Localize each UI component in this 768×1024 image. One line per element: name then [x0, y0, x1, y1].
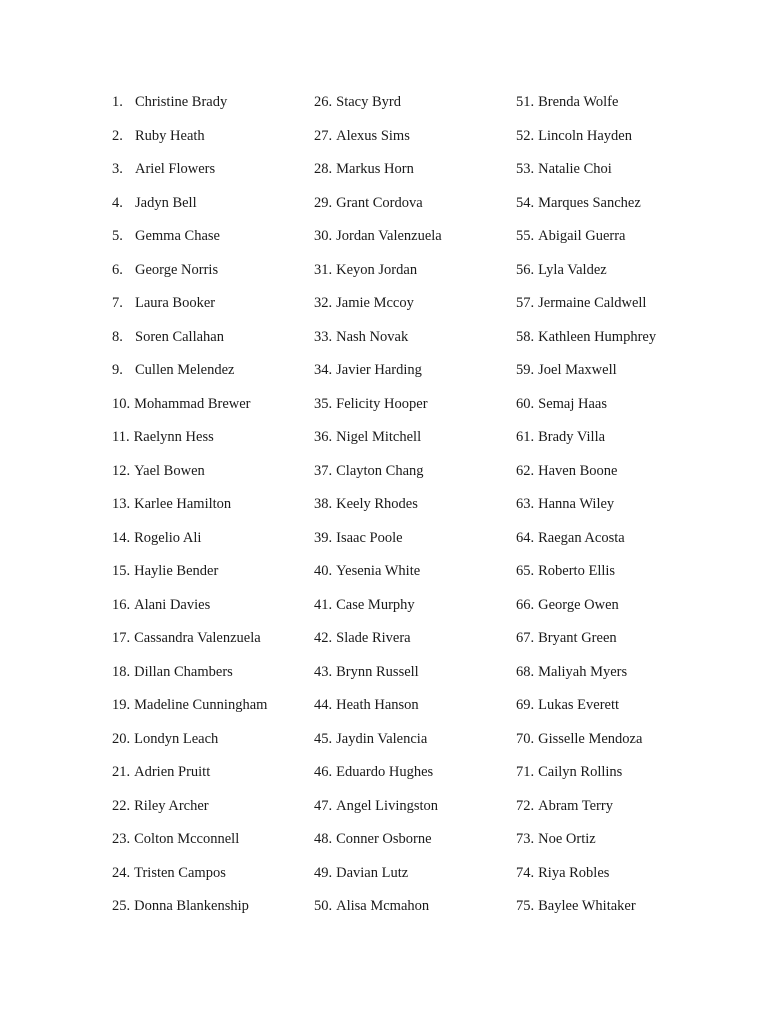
list-item-name: Semaj Haas [538, 395, 607, 412]
list-item-name: Stacy Byrd [336, 94, 401, 110]
list-item-number: 32. [314, 295, 333, 311]
list-item [516, 527, 716, 561]
list-item-name: Alani Davies [134, 596, 211, 613]
list-item-name: Adrien Pruitt [134, 764, 211, 780]
list-item [112, 694, 302, 728]
list-item [516, 292, 716, 326]
list-item [516, 192, 716, 226]
list-item-name: Ruby Heath [135, 127, 205, 144]
list-item [314, 225, 504, 259]
list-item-name: George Norris [135, 261, 219, 278]
list-item-name: Clayton Chang [336, 462, 424, 479]
list-item-name: Riya Robles [538, 864, 610, 881]
list-item-name: Tristen Campos [134, 864, 226, 881]
list-item [112, 493, 302, 527]
list-item-number: 66. [516, 596, 535, 613]
list-item-name: Heath Hanson [336, 697, 419, 713]
list-item-number: 46. [314, 764, 333, 780]
list-item [516, 627, 716, 661]
list-item-name: Maliyah Myers [538, 663, 628, 680]
list-item [516, 125, 716, 159]
list-item [516, 560, 716, 594]
list-item-number: 61. [516, 429, 535, 445]
list-item [314, 795, 504, 829]
list-item-name: Brynn Russell [336, 663, 419, 680]
list-item-number: 16. [112, 596, 131, 613]
list-item-name: Londyn Leach [134, 730, 219, 747]
list-item-number: 7. [112, 295, 123, 311]
list-item [112, 225, 302, 259]
list-item-number: 26. [314, 94, 333, 110]
list-item-name: Mohammad Brewer [134, 395, 251, 412]
list-item-number: 73. [516, 831, 535, 847]
list-item [314, 426, 504, 460]
list-item-name: Jadyn Bell [135, 194, 197, 211]
list-item-name: Brenda Wolfe [538, 94, 619, 110]
list-item [516, 694, 716, 728]
list-item-name: Gemma Chase [135, 228, 220, 244]
list-item [314, 661, 504, 695]
list-item-name: Natalie Choi [538, 161, 612, 177]
list-item-name: Riley Archer [134, 797, 209, 814]
list-item [516, 493, 716, 527]
list-item-name: Jordan Valenzuela [336, 228, 442, 244]
list-item-name: Soren Callahan [135, 328, 224, 345]
list-item-name: Yael Bowen [134, 462, 205, 479]
list-item-name: Abram Terry [538, 797, 613, 814]
list-item-name: Kathleen Humphrey [538, 328, 657, 345]
name-list-column-1 [112, 91, 302, 929]
list-item-number: 41. [314, 596, 333, 613]
list-item-number: 8. [112, 328, 123, 345]
list-item [314, 594, 504, 628]
list-item [516, 359, 716, 393]
list-item-number: 60. [516, 395, 535, 412]
list-item-number: 70. [516, 730, 535, 747]
list-item [112, 862, 302, 896]
list-item [314, 828, 504, 862]
list-item-number: 33. [314, 328, 333, 345]
list-item-number: 38. [314, 496, 333, 512]
list-item [314, 527, 504, 561]
list-item [516, 661, 716, 695]
list-item [516, 594, 716, 628]
list-item [516, 91, 716, 125]
list-item-name: Jermaine Caldwell [538, 295, 647, 311]
list-item-name: Joel Maxwell [538, 362, 617, 378]
list-item-number: 15. [112, 563, 131, 579]
list-item [112, 795, 302, 829]
list-item [516, 761, 716, 795]
list-item-number: 23. [112, 831, 131, 847]
list-item-number: 55. [516, 228, 535, 244]
list-item-number: 11. [112, 429, 130, 445]
list-item-number: 45. [314, 730, 333, 747]
list-item [314, 694, 504, 728]
list-item-number: 67. [516, 630, 535, 646]
list-item-number: 64. [516, 529, 535, 546]
list-item [112, 91, 302, 125]
list-item-number: 42. [314, 630, 333, 646]
list-item-number: 53. [516, 161, 535, 177]
list-item-number: 3. [112, 161, 123, 177]
list-item [112, 393, 302, 427]
list-item-name: Haylie Bender [134, 563, 219, 579]
list-item [112, 326, 302, 360]
name-list-column-2 [314, 91, 504, 929]
list-item-number: 22. [112, 797, 131, 814]
list-item-name: Roberto Ellis [538, 563, 616, 579]
list-item-name: Ariel Flowers [135, 161, 216, 177]
list-item-number: 14. [112, 529, 131, 546]
list-item-number: 56. [516, 261, 535, 278]
list-item-name: Angel Livingston [336, 797, 439, 814]
list-item [516, 828, 716, 862]
list-item-number: 75. [516, 898, 535, 914]
list-item-number: 68. [516, 663, 535, 680]
list-item-name: Christine Brady [135, 94, 228, 110]
list-item [112, 661, 302, 695]
list-item-name: Markus Horn [336, 161, 414, 177]
list-item [112, 125, 302, 159]
list-item-name: Madeline Cunningham [134, 697, 268, 713]
list-item [112, 292, 302, 326]
list-item [314, 359, 504, 393]
list-item-number: 29. [314, 194, 333, 211]
list-item-name: Eduardo Hughes [336, 764, 434, 780]
list-item [516, 795, 716, 829]
list-item [516, 326, 716, 360]
list-item [112, 460, 302, 494]
list-item-number: 12. [112, 462, 131, 479]
list-item-number: 63. [516, 496, 535, 512]
list-item-number: 28. [314, 161, 333, 177]
list-item [314, 895, 504, 929]
list-item-name: Donna Blankenship [134, 898, 249, 914]
list-item-number: 37. [314, 462, 333, 479]
list-item-name: Case Murphy [336, 596, 415, 613]
list-item-number: 49. [314, 864, 333, 881]
list-item-name: Slade Rivera [336, 630, 411, 646]
list-item-name: Cullen Melendez [135, 362, 235, 378]
list-item-number: 62. [516, 462, 535, 479]
list-item-number: 35. [314, 395, 333, 412]
list-item-number: 18. [112, 663, 131, 680]
list-item-name: Felicity Hooper [336, 395, 428, 412]
list-item-name: Laura Booker [135, 295, 216, 311]
list-item [314, 259, 504, 293]
list-item [112, 426, 302, 460]
list-item-name: Colton Mcconnell [134, 831, 240, 847]
list-item-number: 1. [112, 94, 123, 110]
list-item-number: 74. [516, 864, 535, 881]
list-item-name: Lukas Everett [538, 697, 620, 713]
list-item-number: 13. [112, 496, 131, 512]
list-item-number: 51. [516, 94, 535, 110]
list-item-name: Nigel Mitchell [336, 429, 422, 445]
list-item-name: George Owen [538, 596, 619, 613]
list-item-number: 48. [314, 831, 333, 847]
list-item-name: Hanna Wiley [538, 496, 615, 512]
list-item [112, 158, 302, 192]
list-item [516, 393, 716, 427]
list-item-number: 27. [314, 127, 333, 144]
list-item-name: Alisa Mcmahon [336, 898, 430, 914]
list-item-number: 43. [314, 663, 333, 680]
list-item-name: Haven Boone [538, 462, 618, 479]
list-item-number: 34. [314, 362, 333, 378]
list-item [112, 828, 302, 862]
list-item-number: 50. [314, 898, 333, 914]
list-item [112, 527, 302, 561]
list-item-name: Karlee Hamilton [134, 496, 232, 512]
list-item [112, 560, 302, 594]
list-item [314, 627, 504, 661]
list-item [112, 895, 302, 929]
list-item-name: Nash Novak [336, 328, 409, 345]
list-item-name: Dillan Chambers [134, 663, 233, 680]
list-item [112, 359, 302, 393]
list-item [314, 326, 504, 360]
list-item-number: 71. [516, 764, 535, 780]
list-item [314, 460, 504, 494]
list-item [112, 627, 302, 661]
list-item [516, 728, 716, 762]
list-item-number: 47. [314, 797, 333, 814]
list-item-name: Javier Harding [336, 362, 422, 378]
list-item [314, 393, 504, 427]
list-item-name: Lincoln Hayden [538, 127, 632, 144]
list-item-name: Keyon Jordan [336, 261, 418, 278]
list-item-name: Yesenia White [336, 563, 421, 579]
list-item [314, 91, 504, 125]
list-item-number: 9. [112, 362, 123, 378]
list-item-name: Raelynn Hess [133, 429, 214, 445]
list-item-name: Cassandra Valenzuela [134, 630, 261, 646]
list-item [516, 259, 716, 293]
list-item [314, 560, 504, 594]
list-item-name: Jamie Mccoy [336, 295, 414, 311]
list-item-number: 59. [516, 362, 535, 378]
list-item-number: 69. [516, 697, 535, 713]
list-item-name: Alexus Sims [336, 127, 410, 144]
list-item-name: Baylee Whitaker [538, 898, 636, 914]
list-item [314, 728, 504, 762]
list-item-name: Raegan Acosta [538, 529, 625, 546]
list-item [112, 192, 302, 226]
list-item-number: 58. [516, 328, 535, 345]
list-item-number: 39. [314, 529, 333, 546]
list-item [314, 493, 504, 527]
list-item [112, 761, 302, 795]
list-item-name: Lyla Valdez [538, 261, 607, 278]
list-item-number: 72. [516, 797, 535, 814]
list-item-name: Brady Villa [538, 429, 606, 445]
list-item-name: Noe Ortiz [538, 831, 596, 847]
list-item [314, 125, 504, 159]
list-item-number: 2. [112, 127, 123, 144]
list-item-number: 65. [516, 563, 535, 579]
list-item [112, 728, 302, 762]
list-item-name: Abigail Guerra [538, 228, 626, 244]
list-item [314, 761, 504, 795]
list-item-name: Cailyn Rollins [538, 764, 623, 780]
list-item [314, 862, 504, 896]
list-item-number: 19. [112, 697, 131, 713]
list-item [314, 158, 504, 192]
list-item-number: 25. [112, 898, 131, 914]
list-item-name: Davian Lutz [336, 864, 409, 881]
list-item-number: 54. [516, 194, 535, 211]
list-item-name: Bryant Green [538, 630, 617, 646]
list-item-name: Conner Osborne [336, 831, 432, 847]
list-item-number: 21. [112, 764, 131, 780]
list-item-number: 44. [314, 697, 333, 713]
list-item-name: Rogelio Ali [134, 529, 202, 546]
list-item [516, 460, 716, 494]
list-item-name: Gisselle Mendoza [538, 730, 643, 747]
list-item-number: 6. [112, 261, 123, 278]
list-item [112, 594, 302, 628]
list-item [516, 862, 716, 896]
list-item [516, 895, 716, 929]
list-item-number: 24. [112, 864, 131, 881]
list-item [516, 158, 716, 192]
list-item-name: Isaac Poole [336, 529, 403, 546]
list-item-number: 20. [112, 730, 131, 747]
list-item-name: Marques Sanchez [538, 194, 641, 211]
list-item [516, 426, 716, 460]
list-item-number: 5. [112, 228, 123, 244]
list-item-name: Keely Rhodes [336, 496, 418, 512]
list-item-number: 17. [112, 630, 131, 646]
list-item-number: 52. [516, 127, 535, 144]
name-list-column-3 [516, 91, 716, 929]
list-item-number: 40. [314, 563, 333, 579]
list-item-number: 36. [314, 429, 333, 445]
list-item-number: 31. [314, 261, 333, 278]
list-item-number: 30. [314, 228, 333, 244]
list-item-number: 57. [516, 295, 535, 311]
list-item [314, 292, 504, 326]
list-item-number: 10. [112, 395, 131, 412]
list-item [314, 192, 504, 226]
list-item [112, 259, 302, 293]
list-item-number: 4. [112, 194, 123, 211]
list-item [516, 225, 716, 259]
list-item-name: Jaydin Valencia [336, 730, 428, 747]
list-item-name: Grant Cordova [336, 194, 423, 211]
